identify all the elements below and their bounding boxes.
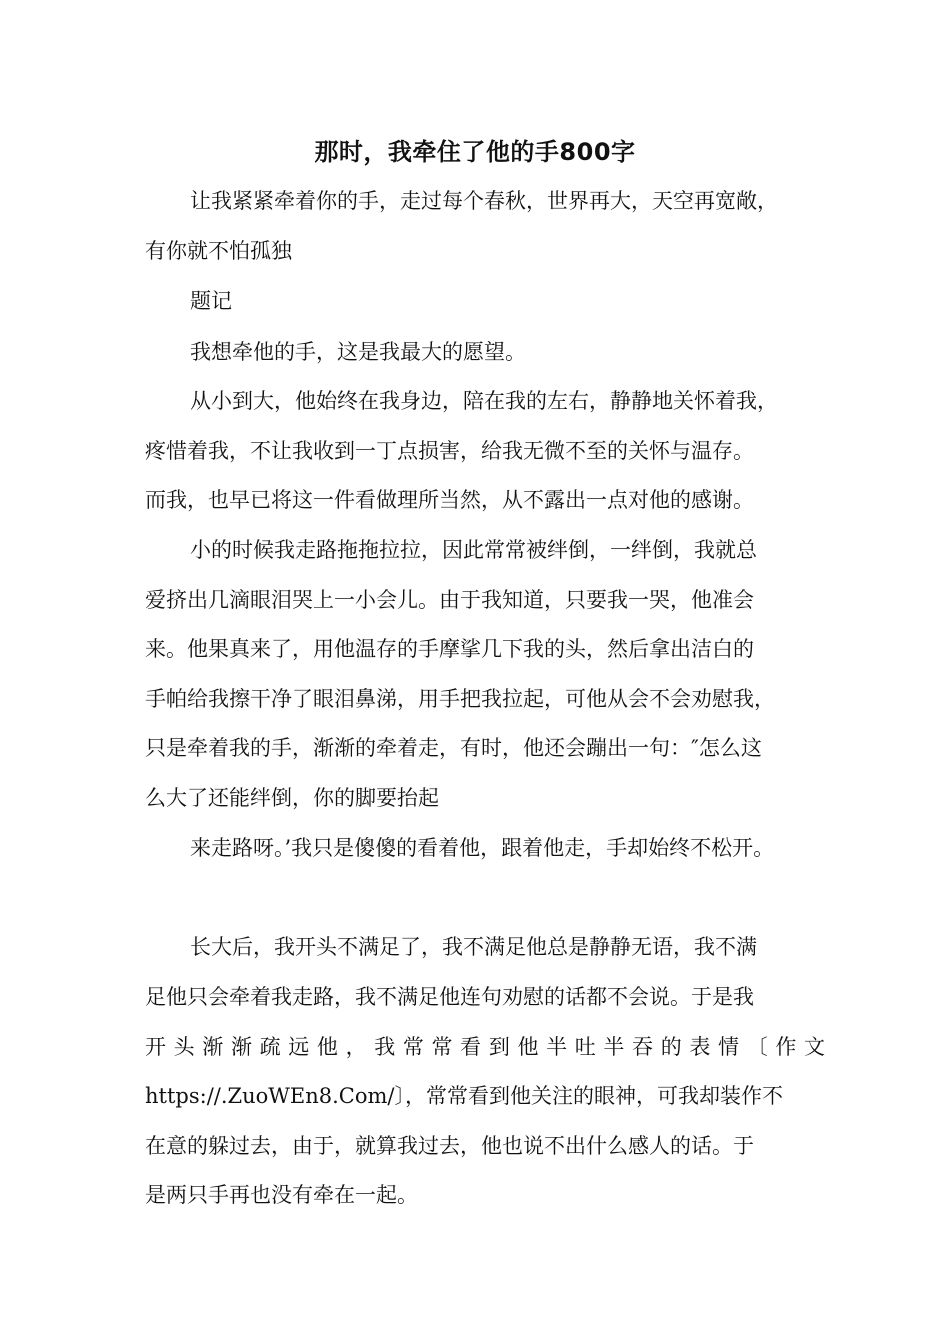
paragraph-2-line-1: 从小到大，他始终在我身边，陪在我的左右，静静地关怀着我， (190, 389, 778, 413)
epigraph-line-2: 有你就不怕孤独 (145, 239, 292, 263)
paragraph-4-line-6: 是两只手再也没有牵在一起。 (145, 1183, 418, 1207)
epigraph-line-1: 让我紧紧牵着你的手，走过每个春秋，世界再大，天空再宽敞， (190, 189, 778, 213)
paragraph-3-line-4: 手帕给我擦干净了眼泪鼻涕，用手把我拉起，可他从会不会劝慰我， (145, 687, 775, 711)
paragraph-4-line-3: 开头渐渐疏远他，我常常看到他半吐半吞的表情〔作文 (145, 1035, 825, 1059)
document-title: 那时，我牵住了他的手800字 (314, 138, 636, 166)
paragraph-4-line-1: 长大后，我开头不满足了，我不满足他总是静静无语，我不满 (190, 935, 757, 959)
paragraph-3-line-7: 来走路呀。’我只是傻傻的看着他，跟着他走，手却始终不松开。 (190, 836, 775, 860)
paragraph-3-line-2: 爱挤出几滴眼泪哭上一小会儿。由于我知道，只要我一哭，他准会 (145, 588, 754, 612)
epigraph-attribution: 题记 (190, 289, 232, 313)
paragraph-3-line-5: 只是牵着我的手，渐渐的牵着走，有时，他还会蹦出一句：″怎么这 (145, 736, 762, 760)
paragraph-3-line-3: 来。他果真来了，用他温存的手摩挲几下我的头，然后拿出洁白的 (145, 637, 754, 661)
paragraph-4-line-4: https://.ZuoWEn8.Com/〕，常常看到他关注的眼神，可我却装作不 (145, 1084, 783, 1108)
paragraph-1-line-1: 我想牵他的手，这是我最大的愿望。 (190, 340, 526, 364)
paragraph-2-line-2: 疼惜着我，不让我收到一丁点损害，给我无微不至的关怀与温存。 (145, 439, 754, 463)
paragraph-4-line-2: 足他只会牵着我走路，我不满足他连句劝慰的话都不会说。于是我 (145, 985, 754, 1009)
paragraph-2-line-3: 而我，也早已将这一件看做理所当然，从不露出一点对他的感谢。 (145, 488, 754, 512)
paragraph-3-line-1: 小的时候我走路拖拖拉拉，因此常常被绊倒，一绊倒，我就总 (190, 538, 757, 562)
paragraph-4-line-5: 在意的躲过去，由于，就算我过去，他也说不出什么感人的话。于 (145, 1134, 754, 1158)
paragraph-3-line-6: 么大了还能绊倒，你的脚要抬起 (145, 786, 439, 810)
